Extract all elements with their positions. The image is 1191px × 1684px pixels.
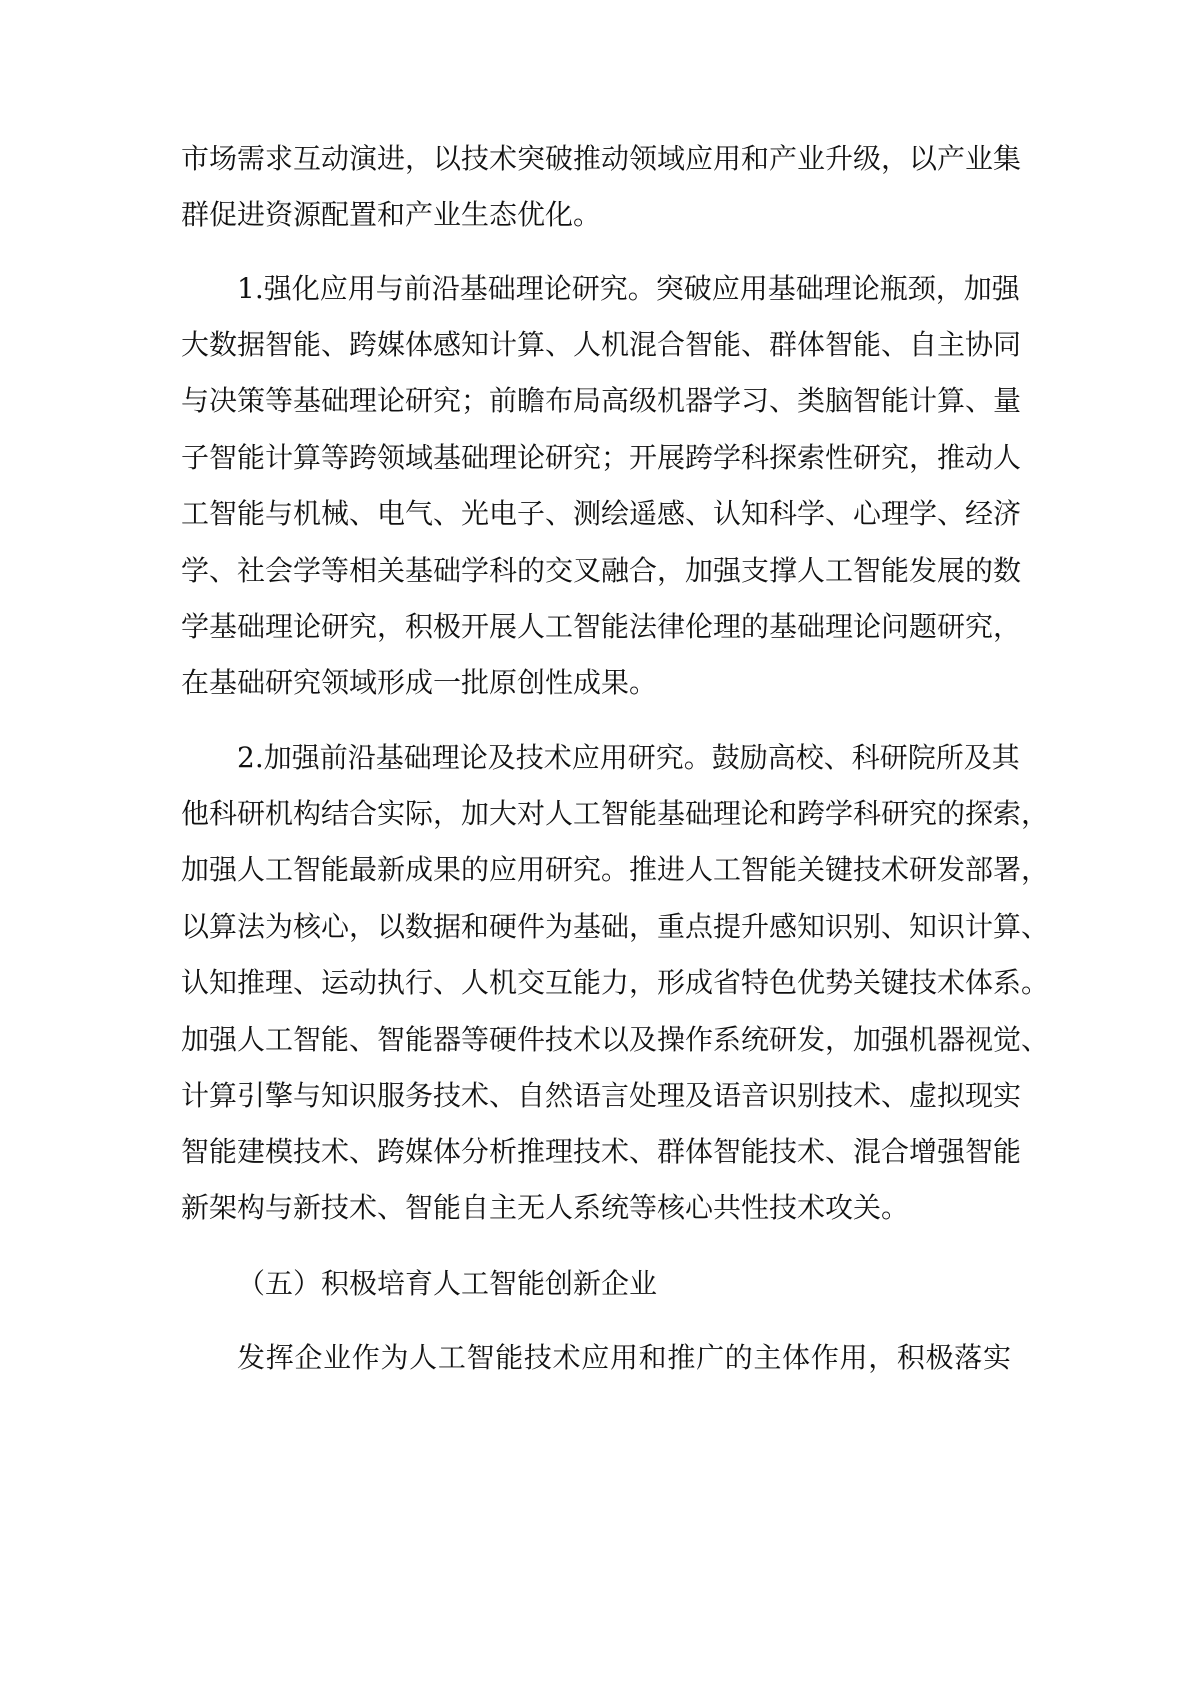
paragraph-line: 2.加强前沿基础理论及技术应用研究。鼓励高校、科研院所及其 [237,741,1020,774]
paragraph-line: 发挥企业作为人工智能技术应用和推广的主体作用，积极落实 [237,1341,1011,1374]
paragraph-line: 学基础理论研究，积极开展人工智能法律伦理的基础理论问题研究， [181,610,1022,643]
paragraph-line: 大数据智能、跨媒体感知计算、人机混合智能、群体智能、自主协同 [181,328,1022,361]
paragraph-line: 他科研机构结合实际，加大对人工智能基础理论和跨学科研究的探索， [181,797,1050,830]
paragraph-line: 1.强化应用与前沿基础理论研究。突破应用基础理论瓶颈，加强 [237,272,1020,305]
paragraph-line: 子智能计算等跨领域基础理论研究；开展跨学科探索性研究，推动人 [181,441,1022,474]
paragraph-line: 以算法为核心，以数据和硬件为基础，重点提升感知识别、知识计算、 [181,910,1050,943]
paragraph-line: 认知推理、运动执行、人机交互能力，形成省特色优势关键技术体系。 [181,966,1050,999]
paragraph-line: 智能建模技术、跨媒体分析推理技术、群体智能技术、混合增强智能 [181,1135,1022,1168]
paragraph-line: 新架构与新技术、智能自主无人系统等核心共性技术攻关。 [181,1191,910,1224]
paragraph-line: 市场需求互动演进，以技术突破推动领域应用和产业升级，以产业集 [181,142,1022,175]
paragraph-line: 加强人工智能、智能器等硬件技术以及操作系统研发，加强机器视觉、 [181,1023,1050,1056]
paragraph-line: 与决策等基础理论研究；前瞻布局高级机器学习、类脑智能计算、量 [181,384,1022,417]
paragraph-line: 工智能与机械、电气、光电子、测绘遥感、认知科学、心理学、经济 [181,497,1022,530]
section-heading: （五）积极培育人工智能创新企业 [237,1267,658,1300]
paragraph-line: 在基础研究领域形成一批原创性成果。 [181,666,658,699]
paragraph-line: 学、社会学等相关基础学科的交叉融合，加强支撑人工智能发展的数 [181,554,1022,587]
paragraph-line: 群促进资源配置和产业生态优化。 [181,198,602,231]
paragraph-line: 计算引擎与知识服务技术、自然语言处理及语音识别技术、虚拟现实 [181,1079,1022,1112]
paragraph-line: 加强人工智能最新成果的应用研究。推进人工智能关键技术研发部署， [181,853,1050,886]
